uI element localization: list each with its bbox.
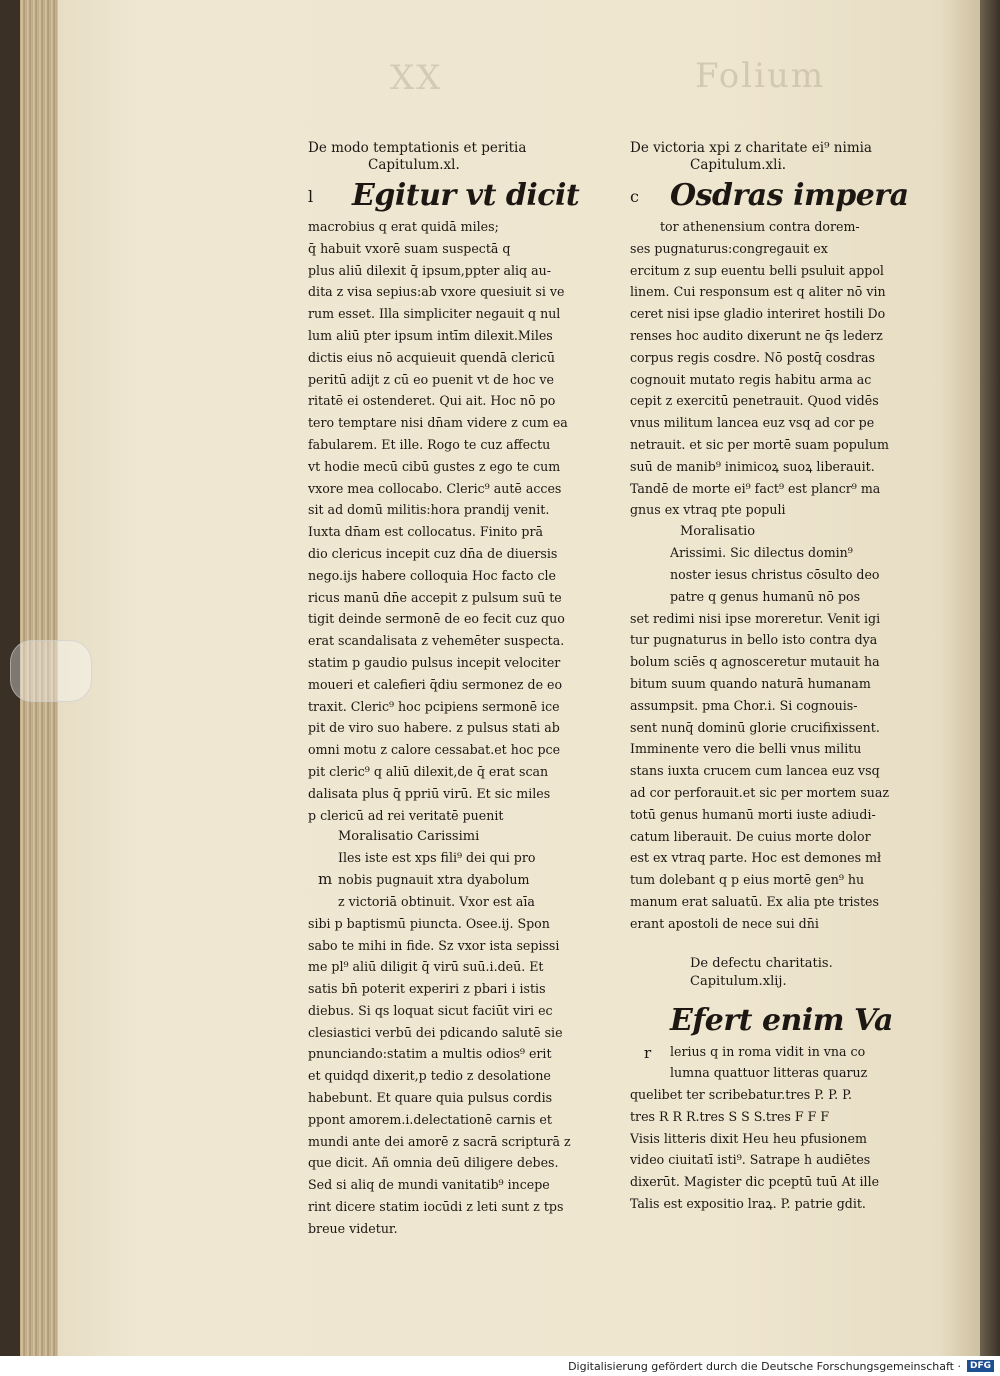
text-line: q̄ habuit vxorē suam suspectā q	[308, 240, 511, 256]
text-line: Sed si aliq de mundi vanitatib⁹ incepe	[308, 1177, 550, 1193]
text-line: totū genus humanū morti iuste adiudi-	[630, 806, 876, 822]
text-line: pit de viro suo habere. z pulsus stati ab	[308, 720, 560, 736]
text-line: Iuxta dn̄am est collocatus. Finito prā	[308, 524, 543, 540]
text-line: diebus. Si qs loquat sicut faciūt viri ec	[308, 1002, 553, 1018]
text-line: nobis pugnauit xtra dyabolum	[338, 872, 530, 888]
right-chapter-number: Capitulum.xli.	[690, 157, 787, 173]
text-line: sabo te mihi in fide. Sz vxor ista sepissi	[308, 937, 560, 953]
text-line: Tandē de morte ei⁹ fact⁹ est plancr⁹ ma	[630, 480, 881, 496]
running-head-left: XX	[390, 58, 443, 98]
text-line: vt hodie mecū cibū gustes z ego te cum	[308, 458, 561, 474]
right-sub-chapter-title: De defectu charitatis.	[690, 955, 833, 971]
scan-right-edge	[980, 0, 1000, 1356]
text-line: et quidqd dixerit,p tedio z desolatione	[308, 1068, 551, 1084]
text-line: Arissimi. Sic dilectus domin⁹	[670, 545, 853, 561]
text-line: corpus regis cosdre. Nō postq̄ cosdras	[630, 349, 875, 365]
right-text-block	[630, 216, 910, 521]
text-line: erant apostoli de nece sui dn̄i	[630, 915, 819, 931]
text-line: assumpsit. pma Chor.i. Si cognouis-	[630, 697, 858, 713]
text-line: renses hoc audito dixerunt ne q̄s lederz	[630, 327, 883, 343]
text-line: video ciuitatī isti⁹. Satrape h audiētes	[630, 1152, 871, 1168]
text-line: cognouit mutato regis habitu arma ac	[630, 371, 872, 387]
text-line: z victoriā obtinuit. Vxor est aīa	[338, 893, 535, 909]
text-line: tero temptare nisi dn̄am videre z cum ea	[308, 415, 568, 431]
text-line: habebunt. Et quare quia pulsus cordis	[308, 1090, 553, 1106]
text-line: macrobius q erat quidā miles;	[308, 219, 499, 234]
text-line: pnunciando:statim a multis odios⁹ erit	[308, 1046, 552, 1062]
text-line: tum dolebant q p eius mortē gen⁹ hu	[630, 872, 865, 888]
text-line: dita z visa sepius:ab vxore quesiuit si ve	[308, 284, 565, 300]
text-line: sibi p baptismū piuncta. Osee.ij. Spon	[308, 915, 550, 931]
text-line: suū de manib⁹ inimicoꝝ suoꝝ liberauit.	[630, 458, 875, 474]
text-line: cepit z exercitū penetrauit. Quod vidēs	[630, 393, 879, 409]
text-line: plus aliū dilexit q̄ ipsum,ppter aliq au-	[308, 262, 551, 278]
text-line: tur pugnaturus in bello isto contra dya	[630, 632, 878, 648]
text-line: moueri et calefieri q̄diu sermonez de eo	[308, 676, 563, 692]
text-line: vxore mea collocabo. Cleric⁹ autē acces	[308, 480, 562, 496]
right-initial-letter-2: r	[644, 1043, 652, 1062]
text-line: me pl⁹ aliū diligit q̄ virū suū.i.deū. Et	[308, 959, 544, 975]
plastic-clip	[10, 640, 92, 702]
right-opening-line-2	[630, 1003, 910, 1039]
text-line: ritatē ei ostenderet. Qui ait. Hoc nō po	[308, 393, 556, 409]
text-line: satis bn̄ poterit experiri z pbari i istis	[308, 981, 546, 997]
text-line: clesiastici verbū dei pdicando salutē sie	[308, 1024, 563, 1040]
text-line: tor athenensium contra dorem-	[660, 219, 860, 234]
text-line: dalisata plus q̄ ppriū virū. Et sic miles	[308, 785, 551, 801]
right-opening-line	[630, 178, 910, 214]
text-line: tres R R R.tres S S S.tres F F F	[630, 1108, 830, 1124]
text-line: bolum sciēs q agnosceretur mutauit ha	[630, 654, 880, 670]
text-line: pit cleric⁹ q aliū dilexit,de q̄ erat scan	[308, 763, 549, 779]
text-line: set redimi nisi ipse moreretur. Venit igi	[630, 610, 881, 626]
text-line: gnus ex vtraq pte populi	[630, 502, 786, 518]
text-line: breue videtur.	[308, 1220, 398, 1236]
text-line: sent nunq̄ dominū glorie crucifixissent.	[630, 719, 880, 735]
text-line: lum aliū pter ipsum intīm dilexit.Miles	[308, 327, 553, 343]
text-line: que dicit. Añ omnia deū diligere debes.	[308, 1155, 559, 1171]
text-line: rum esset. Illa simpliciter negauit q nul	[308, 306, 561, 322]
left-text-block	[308, 216, 600, 826]
right-sub-chapter-number: Capitulum.xlij.	[690, 973, 787, 989]
text-line: Talis est expositio lraꝝ. P. patrie gdit.	[630, 1196, 866, 1212]
text-line: ceret nisi ipse gladio interiret hostili Do	[630, 306, 886, 322]
text-line: omni motu z calore cessabat.et hoc pce	[308, 742, 561, 758]
right-moral-heading: Moralisatio	[680, 524, 756, 540]
text-line: bitum suum quando naturā humanam	[630, 675, 871, 691]
right-opening-text: Osdras impera	[670, 178, 909, 213]
left-opening-text: Egitur vt dicit	[352, 178, 580, 213]
text-line: statim p gaudio pulsus incepit velociter	[308, 654, 561, 670]
text-line: catum liberauit. De cuius morte dolor	[630, 828, 871, 844]
right-opening-text-2: Efert enim Va	[670, 1002, 893, 1038]
book-page	[20, 0, 982, 1356]
text-line: nego.ijs habere colloquia Hoc facto cle	[308, 567, 557, 583]
left-moral-heading: Moralisatio Carissimi	[338, 829, 480, 845]
text-line: ppont amorem.i.delectationē carnis et	[308, 1111, 552, 1127]
text-line: Visis litteris dixit Heu heu pfusionem	[630, 1130, 867, 1146]
text-line: traxit. Cleric⁹ hoc pcipiens sermonē ice	[308, 698, 560, 714]
footer-bar	[0, 1356, 1000, 1376]
text-line: noster iesus christus cōsulto deo	[670, 566, 880, 582]
text-line: stans iuxta crucem cum lancea euz vsq	[630, 763, 880, 779]
text-line: quelibet ter scribebatur.tres P. P. P.	[630, 1087, 853, 1103]
right-text-block-3	[630, 1041, 910, 1215]
text-line: sit ad domū militis:hora prandij venit.	[308, 502, 550, 518]
left-column	[308, 140, 600, 1240]
text-line: Iles iste est xps fili⁹ dei qui pro	[338, 850, 536, 866]
left-chapter-number: Capitulum.xl.	[368, 157, 460, 173]
left-initial-letter: l	[308, 186, 314, 206]
left-chapter-title: De modo temptationis et peritia	[308, 140, 527, 156]
text-line: fabularem. Et ille. Rogo te cuz affectu	[308, 436, 551, 452]
text-line: Imminente vero die belli vnus militu	[630, 741, 862, 757]
text-line: ad cor perforauit.et sic per mortem suaz	[630, 784, 890, 800]
text-line: linem. Cui responsum est q aliter nō vin	[630, 284, 886, 300]
text-line: manum erat saluatū. Ex alia pte tristes	[630, 893, 879, 909]
text-line: patre q genus humanū nō pos	[670, 588, 861, 604]
right-chapter-title: De victoria xpi z charitate ei⁹ nimia	[630, 140, 872, 156]
text-line: ses pugnaturus:congregauit ex	[630, 240, 828, 256]
left-moral-block	[308, 847, 600, 1239]
text-line: est ex vtraq parte. Hoc est demones mł	[630, 850, 882, 866]
text-line: dictis eius nō acquieuit quendā clericū	[308, 349, 555, 365]
right-column	[630, 140, 910, 1215]
running-head-right: Folium	[695, 56, 826, 96]
right-initial-letter: c	[630, 186, 639, 206]
text-line: vnus militum lancea euz vsq ad cor pe	[630, 415, 875, 431]
text-line: peritū adijt z cū eo puenit vt de hoc ve	[308, 371, 554, 387]
text-line: tigit deinde sermonē de eo fecit cuz quo	[308, 611, 565, 627]
right-moral-block	[630, 542, 910, 934]
left-opening-line	[308, 178, 600, 214]
text-line: dio clericus incepit cuz dn̄a de diuersis	[308, 545, 558, 561]
text-line: dixerūt. Magister dic pceptū tuū At ille	[630, 1174, 880, 1190]
text-line: lumna quattuor litteras quaruz	[670, 1065, 868, 1081]
footer-credit: Digitalisierung gefördert durch die Deutsche Forschungsgemeinschaft ·	[568, 1359, 961, 1373]
text-line: netrauit. et sic per mortē suam populum	[630, 436, 889, 452]
left-initial-letter-2: m	[318, 870, 333, 889]
text-line: mundi ante dei amorē z sacrā scripturā z	[308, 1133, 571, 1149]
text-line: ricus manū dn̄e accepit z pulsum suū te	[308, 589, 562, 605]
text-line: ercitum z sup euentu belli psuluit appol	[630, 262, 884, 278]
text-line: p clericū ad rei veritatē puenit	[308, 807, 504, 823]
text-line: rint dicere statim iocūdi z leti sunt z tps	[308, 1199, 564, 1215]
dfg-logo: DFG	[967, 1360, 994, 1372]
text-line: lerius q in roma vidit in vna co	[670, 1043, 866, 1059]
text-line: erat scandalisata z vehemēter suspecta.	[308, 633, 565, 649]
